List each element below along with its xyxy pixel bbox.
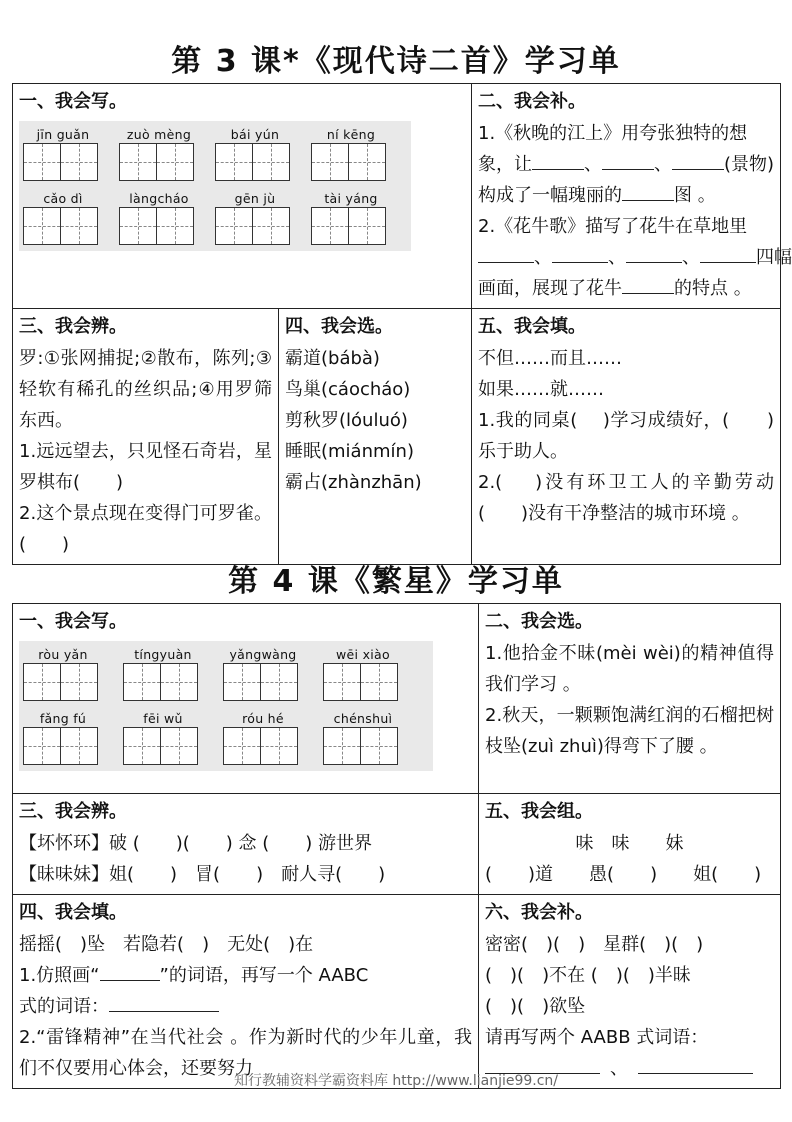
- lesson4-complete-section: [479, 895, 781, 1089]
- choice-item[interactable]: 霸道(bábà): [285, 348, 380, 369]
- pinyin-word: [215, 191, 295, 245]
- writing-cell[interactable]: [160, 727, 198, 765]
- writing-cell[interactable]: [119, 207, 157, 245]
- writing-cell[interactable]: [223, 727, 261, 765]
- question-text: 1.他拾金不昧(mèi wèi)的精神值得我们学习 。: [485, 643, 774, 695]
- choice-item[interactable]: 剪秋罗(lóuluó): [285, 410, 408, 431]
- tianzige-cells: [123, 663, 203, 701]
- writing-cell[interactable]: [215, 207, 253, 245]
- writing-cell[interactable]: [156, 143, 194, 181]
- question-text: 2.( )没有环卫工人的辛勤劳动( )没有干净整洁的城市环境 。: [478, 472, 774, 524]
- lesson4-worksheet: [12, 603, 781, 1089]
- section-heading: 一、我会写。: [19, 91, 127, 112]
- writing-cell[interactable]: [160, 663, 198, 701]
- pinyin-word: [23, 711, 103, 765]
- question-text: 摇摇( )坠 若隐若( ) 无处( )在: [19, 934, 314, 955]
- pinyin-label: fǎng fú: [39, 711, 87, 726]
- lesson4-distinguish-section: [13, 794, 479, 895]
- pinyin-word: [123, 711, 203, 765]
- pinyin-word: [323, 711, 403, 765]
- writing-cell[interactable]: [311, 143, 349, 181]
- choice-item[interactable]: 霸占(zhànzhān): [285, 472, 422, 493]
- pinyin-label: róu hé: [242, 711, 284, 726]
- tianzige-cells: [119, 207, 199, 245]
- question-line: 、 、 、 四幅: [478, 242, 774, 273]
- conjunction-item: 不但……而且……: [478, 348, 622, 369]
- writing-cell[interactable]: [119, 143, 157, 181]
- question-text: 1.我的同桌( )学习成绩好，( )乐于助人。: [478, 410, 774, 462]
- watermark: 知行教辅资料学霸资料库 http://www.lianjie99.cn/: [233, 1073, 559, 1089]
- tianzige-cells: [215, 207, 295, 245]
- lesson4-choose-section: [479, 604, 781, 794]
- writing-cell[interactable]: [23, 663, 61, 701]
- answer-blank[interactable]: [626, 242, 682, 263]
- writing-cell[interactable]: [60, 207, 98, 245]
- writing-cell[interactable]: [323, 727, 361, 765]
- lesson3-write-section: [13, 84, 472, 309]
- writing-cell[interactable]: [348, 207, 386, 245]
- answer-blank[interactable]: [672, 149, 724, 170]
- writing-cell[interactable]: [311, 207, 349, 245]
- writing-cell[interactable]: [60, 727, 98, 765]
- answer-blank[interactable]: [622, 180, 674, 201]
- writing-cell[interactable]: [23, 207, 61, 245]
- pinyin-word: [223, 647, 303, 701]
- writing-cell[interactable]: [60, 663, 98, 701]
- lesson4-fill-section: [13, 895, 479, 1089]
- writing-cell[interactable]: [23, 727, 61, 765]
- answer-blank[interactable]: [622, 273, 674, 294]
- lesson3-title: 第 3 课*《现代诗二首》学习单: [171, 44, 621, 79]
- pinyin-word: [23, 647, 103, 701]
- pinyin-writing-area: [19, 121, 411, 251]
- question-line: 式的词语：: [19, 991, 472, 1022]
- pinyin-word: [223, 711, 303, 765]
- pinyin-label: cǎo dì: [43, 191, 83, 206]
- section-heading: 五、我会组。: [485, 801, 593, 822]
- question-line: 、: [485, 1053, 774, 1084]
- answer-blank[interactable]: [478, 242, 534, 263]
- tianzige-cells: [23, 143, 103, 181]
- section-heading: 五、我会填。: [478, 316, 586, 337]
- question-text: 2.“雷锋精神”在当代社会 。作为新时代的少年儿童，我们不仅要用心体会，还要努力: [19, 1027, 472, 1079]
- question-text: 【坏怀环】破 ( )( ) 念 ( ) 游世界: [19, 833, 373, 854]
- pinyin-word: [23, 127, 103, 181]
- tianzige-cells: [119, 143, 199, 181]
- question-text: 1.远远望去，只见怪石奇岩，星罗棋布( ): [19, 441, 272, 493]
- character-list: 味 味 妹: [575, 833, 684, 854]
- tianzige-cells: [323, 727, 403, 765]
- writing-cell[interactable]: [60, 143, 98, 181]
- pinyin-word: [311, 127, 391, 181]
- pinyin-label: tíngyuàn: [134, 647, 192, 662]
- question-text: ( )( )不在 ( )( )半昧: [485, 965, 691, 986]
- pinyin-label: chénshuì: [333, 711, 393, 726]
- pinyin-label: ní kēng: [326, 127, 376, 142]
- tianzige-cells: [311, 143, 391, 181]
- answer-blank[interactable]: [109, 991, 219, 1012]
- definition-text: 罗:①张网捕捉;②散布，陈列;③轻软有稀孔的丝织品;④用罗筛东西。: [19, 348, 272, 431]
- pinyin-label: làngcháo: [129, 191, 189, 206]
- section-heading: 四、我会填。: [19, 902, 127, 923]
- pinyin-word: [119, 191, 199, 245]
- pinyin-label: ròu yǎn: [38, 647, 88, 662]
- question-line: 1.仿照画“ ”的词语，再写一个 AABC: [19, 960, 472, 991]
- lesson3-worksheet: [12, 83, 792, 565]
- lesson4-group-section: [479, 794, 781, 895]
- lesson4-title: 第 4 课《繁星》学习单: [228, 564, 564, 599]
- tianzige-cells: [223, 663, 303, 701]
- writing-cell[interactable]: [323, 663, 361, 701]
- pinyin-word: [215, 127, 295, 181]
- lesson3-choose-section: [279, 309, 472, 565]
- question-line: 构成了一幅瑰丽的 图 。: [478, 180, 774, 211]
- answer-blank[interactable]: [532, 149, 584, 170]
- tianzige-cells: [323, 663, 403, 701]
- section-heading: 四、我会选。: [285, 316, 393, 337]
- question-text: 【昧味妹】姐( ) 冒( ) 耐人寻( ): [19, 864, 386, 885]
- pinyin-label: zuò mèng: [126, 127, 192, 142]
- pinyin-label: fēi wǔ: [143, 711, 183, 726]
- section-heading: 二、我会补。: [478, 91, 586, 112]
- conjunction-item: 如果……就……: [478, 379, 604, 400]
- writing-cell[interactable]: [348, 143, 386, 181]
- question-text: ( )道 愚( ) 姐( ): [485, 864, 762, 885]
- pinyin-label: yǎngwàng: [229, 647, 297, 662]
- answer-blank[interactable]: [552, 242, 608, 263]
- tianzige-cells: [223, 727, 303, 765]
- pinyin-word: [311, 191, 391, 245]
- answer-blank[interactable]: [602, 149, 654, 170]
- question-text: 2.这个景点现在变得门可罗雀。( ): [19, 503, 272, 555]
- writing-cell[interactable]: [260, 663, 298, 701]
- writing-cell[interactable]: [360, 727, 398, 765]
- question-line: 象，让 、 、 (景物): [478, 149, 774, 180]
- section-heading: 一、我会写。: [19, 611, 127, 632]
- question-line: 画面，展现了花牛 的特点 。: [478, 273, 774, 304]
- lesson4-write-section: [13, 604, 479, 794]
- answer-blank[interactable]: [100, 960, 160, 981]
- pinyin-word: [119, 127, 199, 181]
- writing-cell[interactable]: [360, 663, 398, 701]
- choice-item[interactable]: 睡眠(miánmín): [285, 441, 414, 462]
- section-heading: 二、我会选。: [485, 611, 593, 632]
- pinyin-word: [323, 647, 403, 701]
- question-text: 2.《花牛歌》描写了花牛在草地里: [478, 216, 748, 237]
- tianzige-cells: [23, 207, 103, 245]
- lesson3-fill-in-section: [472, 84, 792, 309]
- lesson3-fill-section: [472, 309, 781, 565]
- pinyin-label: gēn jù: [234, 191, 276, 206]
- pinyin-label: jīn guǎn: [36, 127, 90, 142]
- tianzige-cells: [311, 207, 391, 245]
- tianzige-cells: [215, 143, 295, 181]
- tianzige-cells: [23, 727, 103, 765]
- writing-cell[interactable]: [123, 663, 161, 701]
- question-text: 1.《秋晚的江上》用夸张独特的想: [478, 123, 748, 144]
- answer-blank[interactable]: [700, 242, 756, 263]
- lesson3-distinguish-section: [13, 309, 279, 565]
- choice-item[interactable]: 鸟巢(cáocháo): [285, 379, 411, 400]
- pinyin-label: tài yáng: [324, 191, 378, 206]
- writing-cell[interactable]: [223, 663, 261, 701]
- question-text: 2.秋天，一颗颗饱满红润的石榴把树枝坠(zuì zhuì)得弯下了腰 。: [485, 705, 774, 757]
- pinyin-writing-area: [19, 641, 433, 771]
- tianzige-cells: [123, 727, 203, 765]
- pinyin-label: wēi xiào: [336, 647, 390, 662]
- pinyin-label: bái yún: [230, 127, 280, 142]
- writing-cell[interactable]: [123, 727, 161, 765]
- question-text: ( )( )欲坠: [485, 996, 586, 1017]
- pinyin-word: [123, 647, 203, 701]
- section-heading: 六、我会补。: [485, 902, 593, 923]
- writing-cell[interactable]: [156, 207, 194, 245]
- writing-cell[interactable]: [215, 143, 253, 181]
- question-text: 请再写两个 AABB 式词语：: [485, 1027, 709, 1048]
- pinyin-word: [23, 191, 103, 245]
- writing-cell[interactable]: [252, 143, 290, 181]
- question-text: 密密( )( ) 星群( )( ): [485, 934, 704, 955]
- writing-cell[interactable]: [23, 143, 61, 181]
- writing-cell[interactable]: [252, 207, 290, 245]
- writing-cell[interactable]: [260, 727, 298, 765]
- section-heading: 三、我会辨。: [19, 801, 127, 822]
- tianzige-cells: [23, 663, 103, 701]
- section-heading: 三、我会辨。: [19, 316, 127, 337]
